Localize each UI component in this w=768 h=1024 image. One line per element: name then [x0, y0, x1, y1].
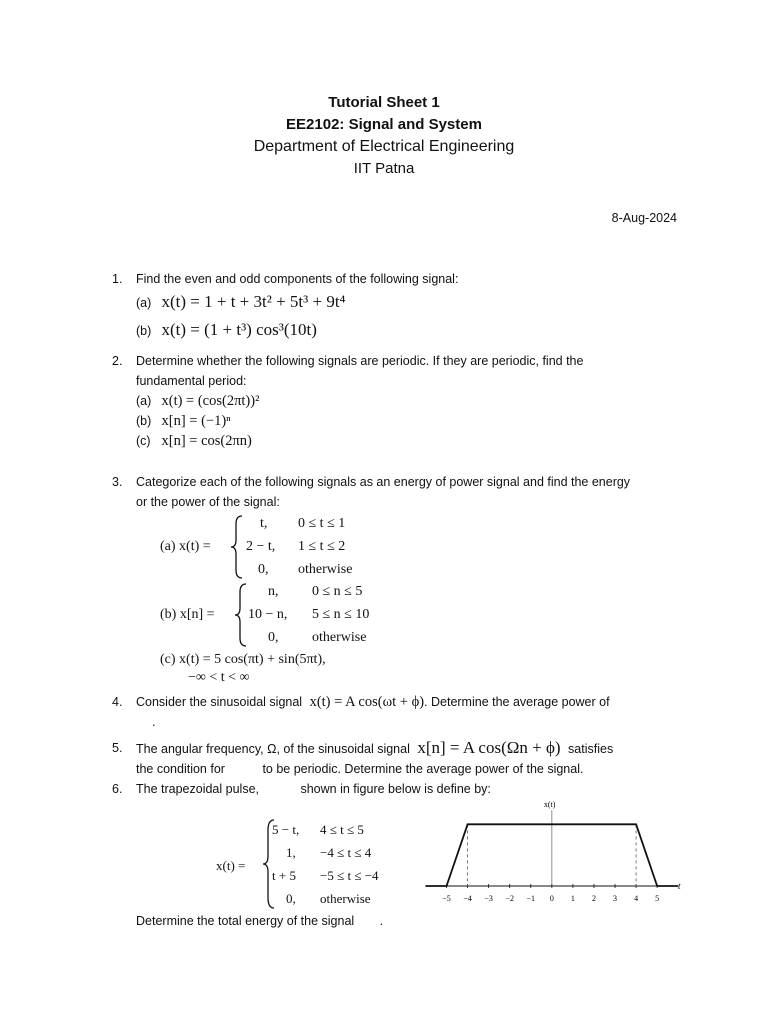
- question-text-part: shown in figure below is define by:: [300, 782, 491, 796]
- case-cond: 0 ≤ t ≤ 1: [298, 516, 346, 531]
- case-cond: −4 ≤ t ≤ 4: [320, 845, 372, 860]
- case-cond: 1 ≤ t ≤ 2: [298, 539, 346, 554]
- question-text: [136, 779, 696, 799]
- sheet-date: 8-Aug-2024: [611, 211, 677, 225]
- question-6-conclusion: [136, 911, 383, 931]
- equation: x[n] = (−1)ⁿ: [161, 413, 231, 429]
- equation: (c) x(t) = 5 cos(πt) + sin(5πt),: [160, 652, 326, 667]
- case-expr: 0,: [268, 630, 279, 645]
- case-expr: t,: [260, 516, 268, 531]
- part-label: (a): [136, 394, 152, 408]
- case-cond: −5 ≤ t ≤ −4: [320, 868, 379, 883]
- case-cond: otherwise: [320, 891, 371, 906]
- equation: x[n] = A cos(Ωn + ϕ): [417, 738, 561, 757]
- y-axis-label: x(t): [543, 800, 556, 809]
- x-tick-label: −3: [484, 894, 493, 903]
- question-number: 6.: [112, 782, 123, 796]
- question-number: 1.: [112, 272, 123, 286]
- case-expr: t + 5: [272, 868, 296, 883]
- case-expr: 5 − t,: [272, 822, 300, 837]
- question-text-part: to be periodic. Determine the average power of the signal.: [262, 762, 584, 776]
- sheet-title: Tutorial Sheet 1: [328, 94, 440, 111]
- question-text-line: or the power of the signal:: [136, 495, 280, 509]
- question-number: 5.: [112, 741, 123, 755]
- x-tick-label: −2: [505, 894, 514, 903]
- question-text-part: . Determine the average power of: [424, 695, 610, 709]
- x-axis-label: t: [678, 881, 681, 891]
- question-text-part: .: [379, 914, 384, 928]
- equation: x[n] = cos(2πn): [161, 433, 252, 449]
- q2-part-c: [136, 433, 252, 450]
- question-text-part: the condition for: [136, 762, 225, 776]
- q3-part-b: [160, 582, 430, 650]
- question-5-line2: [136, 759, 583, 779]
- question-text-line: fundamental period:: [136, 374, 247, 388]
- case-expr: 1,: [286, 845, 296, 860]
- chart-plot-area: [425, 800, 681, 903]
- left-brace: [234, 582, 248, 648]
- x-tick-label: 5: [655, 894, 660, 903]
- part-label: (b): [136, 414, 152, 428]
- question-number: 3.: [112, 475, 123, 489]
- part-label: (b) x[n] =: [160, 607, 215, 622]
- equation: x(t) = 1 + t + 3t² + 5t³ + 9t⁴: [161, 292, 346, 311]
- department-name: Department of Electrical Engineering: [253, 138, 515, 155]
- q3-part-a: [160, 514, 420, 582]
- question-text-part: Consider the sinusoidal signal: [136, 695, 303, 709]
- part-label: (b): [136, 324, 152, 338]
- equation: x(t) = A cos(ωt + ϕ): [309, 694, 425, 710]
- q2-part-b: [136, 413, 231, 430]
- question-4-line2: [152, 712, 155, 732]
- x-tick-label: 1: [570, 894, 575, 903]
- x-tick-label: −4: [463, 894, 472, 903]
- left-brace: [230, 514, 244, 580]
- x-tick-label: 2: [591, 894, 596, 903]
- trapezoidal-pulse-chart: [420, 798, 690, 910]
- question-text: [136, 351, 696, 391]
- case-expr: 0,: [258, 562, 269, 577]
- question-text-part: Determine the total energy of the signal: [136, 914, 355, 928]
- x-tick-label: 3: [613, 894, 618, 903]
- question-text: [136, 738, 696, 759]
- header: [0, 92, 768, 180]
- question-text: Find the even and odd components of the following signal:: [136, 272, 459, 286]
- case-cond: 0 ≤ n ≤ 5: [312, 584, 363, 599]
- part-label: (a) x(t) =: [160, 539, 211, 554]
- case-expr: 10 − n,: [248, 607, 288, 622]
- q6-piecewise: [216, 818, 416, 910]
- case-expr: 2 − t,: [246, 539, 276, 554]
- question-text: [136, 472, 696, 512]
- question-text-part: .: [152, 715, 156, 729]
- question-number: 4.: [112, 695, 123, 709]
- course-title: EE2102: Signal and System: [286, 116, 482, 133]
- question-number: 2.: [112, 354, 123, 368]
- part-label: (a): [136, 296, 152, 310]
- x-tick-label: 4: [634, 894, 639, 903]
- question-text-line: Determine whether the following signals are periodic. If they are periodic, find the: [136, 354, 584, 368]
- x-tick-label: −5: [442, 894, 451, 903]
- case-expr: n,: [268, 584, 279, 599]
- lhs-label: x(t) =: [216, 858, 246, 873]
- q2-part-a: [136, 393, 259, 410]
- question-text-part: satisfies: [568, 742, 614, 756]
- question-text-line: Categorize each of the following signals as an energy of power signal and find the energy: [136, 475, 631, 489]
- institute-name: IIT Patna: [353, 160, 415, 177]
- question-text-part: The angular frequency, Ω, of the sinusoidal signal: [136, 742, 410, 756]
- q1-part-a: [136, 292, 345, 312]
- x-tick-label: −1: [526, 894, 536, 903]
- case-cond: 5 ≤ n ≤ 10: [312, 607, 370, 622]
- case-cond: 4 ≤ t ≤ 5: [320, 822, 364, 837]
- case-cond: otherwise: [312, 630, 367, 645]
- equation: x(t) = (cos(2πt))²: [161, 393, 260, 409]
- equation: x(t) = (1 + t³) cos³(10t): [161, 320, 317, 339]
- case-cond: otherwise: [298, 562, 353, 577]
- question-text-part: The trapezoidal pulse,: [136, 782, 259, 796]
- part-label: (c): [136, 434, 151, 448]
- q1-part-b: [136, 320, 317, 340]
- x-tick-label: 0: [549, 894, 554, 903]
- question-text: [136, 692, 696, 712]
- equation-domain: −∞ < t < ∞: [188, 670, 250, 685]
- case-expr: 0,: [286, 891, 296, 906]
